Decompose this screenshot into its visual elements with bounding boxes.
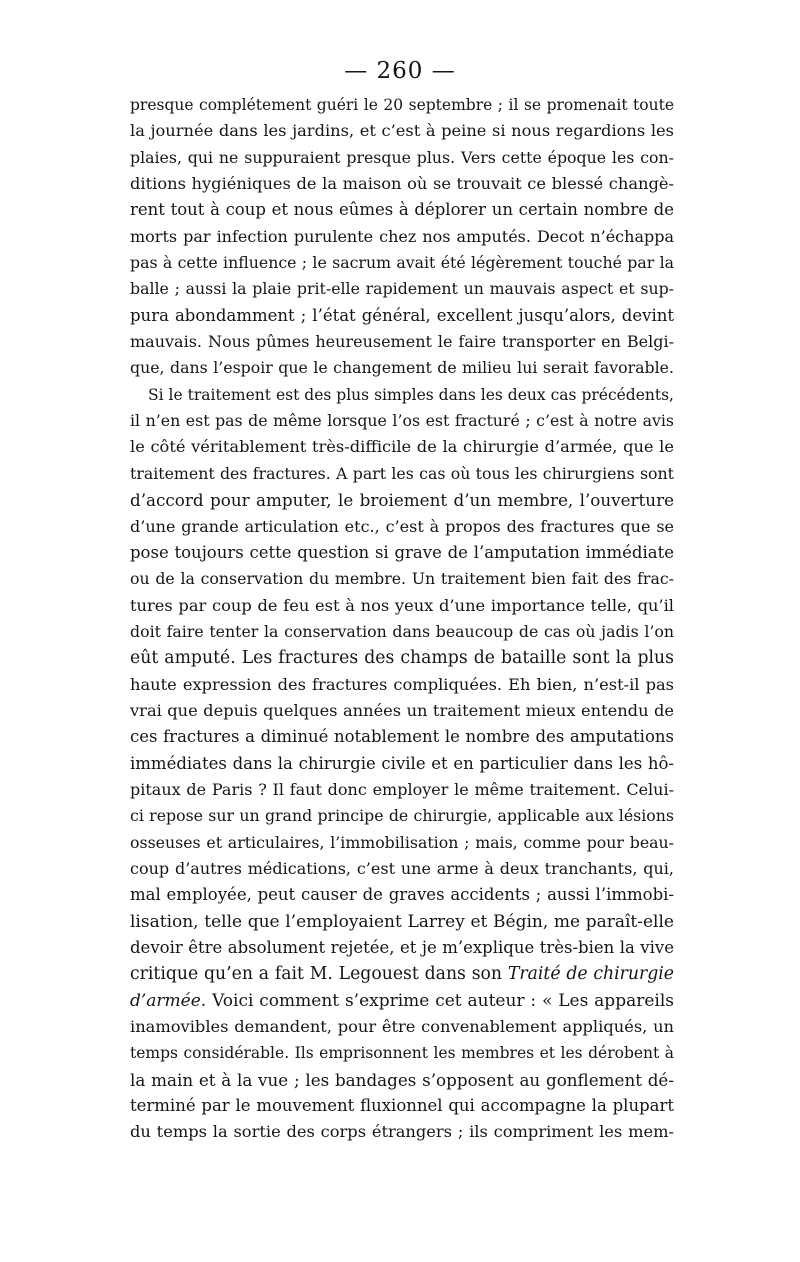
- page-number: — 260 —: [344, 58, 456, 84]
- text-line: mal employée, peut causer de graves accidents ; aussi l’immobi-: [130, 885, 674, 905]
- text-line: osseuses et articulaires, l’immobilisation ; mais, comme pour beau-: [130, 832, 674, 852]
- text-segment: critique qu’en a fait M. Legouest dans son: [130, 964, 503, 985]
- text-line: tures par coup de feu est à nos yeux d’une importance telle, qu’il: [130, 595, 674, 615]
- italic-title: Traité de chirurgie: [507, 964, 675, 985]
- text-line: balle ; aussi la plaie prit-elle rapidement un mauvais aspect et sup-: [130, 279, 674, 299]
- text-line: pose toujours cette question si grave de l’amputation immédiate: [130, 542, 674, 562]
- text-line: immédiates dans la chirurgie civile et en particulier dans les hô-: [130, 753, 674, 773]
- text-line: presque complétement guéri le 20 septembre ; il se promenait toute: [130, 96, 674, 114]
- text-line: haute expression des fractures compliquées. Eh bien, n’est-il pas: [130, 674, 674, 694]
- text-line: inamovibles demandent, pour être convenablement appliqués, un: [130, 1017, 674, 1037]
- text-line: d’une grande articulation etc., c’est à propos des fractures que se: [130, 516, 674, 536]
- text-segment: Voici comment s’exprime cet auteur : « Les appareils: [212, 990, 674, 1011]
- text-line: mauvais. Nous pûmes heureusement le faire transporter en Belgi-: [130, 332, 674, 352]
- text-line: que, dans l’espoir que le changement de milieu lui serait favorable.: [130, 358, 674, 378]
- text-line: [130, 961, 674, 987]
- text-line: ou de la conservation du membre. Un traitement bien fait des frac-: [130, 569, 674, 589]
- text-line: ces fractures a diminué notablement le nombre des amputations: [130, 727, 674, 747]
- body-text: [130, 92, 674, 1146]
- text-line: d’accord pour amputer, le broiement d’un membre, l’ouverture: [130, 490, 674, 511]
- text-line: doit faire tenter la conservation dans beaucoup de cas où jadis l’on: [130, 621, 674, 641]
- text-line: morts par infection purulente chez nos amputés. Decot n’échappa: [130, 226, 674, 246]
- italic-title: d’armée.: [130, 990, 207, 1011]
- text-line: le côté véritablement très-difficile de la chirurgie d’armée, que le: [130, 437, 674, 457]
- text-line: plaies, qui ne suppuraient presque plus. Vers cette époque les con-: [130, 147, 674, 167]
- text-line: eût amputé. Les fractures des champs de bataille sont la plus: [130, 648, 674, 669]
- text-line: ditions hygiéniques de la maison où se trouvait ce blessé changè-: [130, 174, 674, 194]
- text-line: du temps la sortie des corps étrangers ; ils compriment les mem-: [130, 1122, 674, 1142]
- text-line: temps considérable. Ils emprisonnent les membres et les dérobent à: [130, 1044, 674, 1063]
- text-line: Si le traitement est des plus simples dans les deux cas précédents,: [148, 385, 674, 404]
- text-line: [130, 988, 674, 1014]
- text-line: la main et à la vue ; les bandages s’opposent au gonflement dé-: [130, 1069, 674, 1090]
- text-line: pas à cette influence ; le sacrum avait été légèrement touché par la: [130, 253, 674, 273]
- text-line: terminé par le mouvement fluxionnel qui accompagne la plupart: [130, 1096, 674, 1116]
- text-line: pitaux de Paris ? Il faut donc employer le même traitement. Celui-: [130, 779, 674, 799]
- text-line: la journée dans les jardins, et c’est à peine si nous regardions les: [130, 121, 674, 141]
- text-line: devoir être absolument rejetée, et je m’explique très-bien la vive: [130, 938, 674, 957]
- text-line: rent tout à coup et nous eûmes à déplorer un certain nombre de: [130, 200, 674, 220]
- text-line: vrai que depuis quelques années un traitement mieux entendu de: [130, 700, 674, 720]
- text-line: traitement des fractures. A part les cas où tous les chirurgiens sont: [130, 463, 674, 483]
- text-line: pura abondamment ; l’état général, excellent jusqu’alors, devint: [130, 305, 674, 325]
- text-line: lisation, telle que l’employaient Larrey et Bégin, me paraît-elle: [130, 911, 674, 932]
- text-line: ci repose sur un grand principe de chirurgie, applicable aux lésions: [130, 806, 674, 826]
- text-line: coup d’autres médications, c’est une arme à deux tranchants, qui,: [130, 858, 674, 878]
- text-line: il n’en est pas de même lorsque l’os est fracturé ; c’est à notre avis: [130, 411, 674, 431]
